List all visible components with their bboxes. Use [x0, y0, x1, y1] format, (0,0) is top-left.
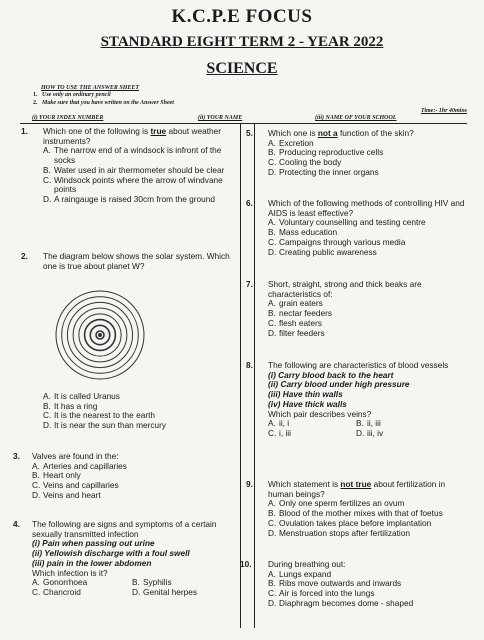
- option-letter: A.: [32, 460, 40, 471]
- statement-numeral: (i): [268, 369, 276, 380]
- option-text: Creating public awareness: [279, 246, 377, 257]
- statement-numeral: (iii): [32, 557, 45, 568]
- question-number: 9.: [246, 479, 253, 489]
- option-text: Excretion: [279, 137, 314, 148]
- option-text: Air is forced into the lungs: [279, 588, 375, 599]
- exam-title: K.C.P.E FOCUS: [171, 6, 313, 27]
- option-letter: B.: [43, 400, 51, 411]
- instruction-number: 2.: [33, 99, 38, 106]
- option-letter: B.: [268, 578, 276, 589]
- option-text: Water used in air thermometer should be clear: [54, 164, 225, 175]
- option-text: Mass education: [279, 227, 338, 238]
- statement-text: pain in the lower abdomen: [46, 557, 152, 568]
- instruction-text: Use only an ordinary pencil: [42, 92, 111, 99]
- option-text: Protecting the inner organs: [279, 166, 379, 177]
- stem-text: Which statement is: [268, 479, 341, 489]
- option-letter: D.: [43, 420, 52, 431]
- question-prompt: Which pair describes veins?: [268, 408, 372, 419]
- option-letter: D.: [32, 489, 41, 500]
- option-letter: A.: [268, 217, 276, 228]
- question-stem: [43, 127, 238, 146]
- option-letter: C.: [32, 586, 41, 597]
- question-7: [246, 279, 466, 338]
- option-letter: B.: [43, 164, 51, 175]
- question-stem: The following are signs and symptoms of a certain sexually transmitted infection: [32, 519, 217, 539]
- option-letter: C.: [268, 157, 277, 168]
- instruction-item: [33, 100, 233, 107]
- question-stem: [268, 480, 466, 499]
- question-number: 10.: [240, 559, 252, 569]
- option-letter: A.: [268, 568, 276, 579]
- question-stem: Short, straight, strong and thick beaks are characteristics of:: [268, 279, 422, 299]
- solar-system-diagram: [52, 285, 232, 391]
- question-6: [246, 198, 466, 257]
- option-letter: A.: [43, 145, 51, 156]
- option-a: [43, 146, 238, 165]
- option-text: Arteries and capillaries: [43, 460, 127, 471]
- statement-numeral: (ii): [32, 548, 43, 559]
- question-number: 5.: [246, 128, 253, 138]
- option-letter: A.: [268, 137, 276, 148]
- option-letter: D.: [132, 586, 141, 597]
- option-c: [43, 176, 238, 195]
- option-text: Ovulation takes place before implantation: [279, 517, 432, 528]
- option-text: Ribs move outwards and inwards: [279, 578, 402, 589]
- question-stem: Which of the following methods of controlling HIV and AIDS is least effective?: [268, 198, 465, 218]
- option-letter: B.: [268, 227, 276, 238]
- option-text: It is the nearest to the earth: [54, 410, 156, 421]
- option-text: It is near the sun than mercury: [54, 420, 167, 431]
- option-letter: C.: [268, 427, 277, 438]
- option-text: Genital herpes: [143, 586, 197, 597]
- option-text: Chancroid: [43, 586, 81, 597]
- index-number-label: (i) YOUR INDEX NUMBER: [32, 115, 104, 121]
- option-letter: C.: [268, 588, 277, 599]
- option-text: Veins and heart: [43, 489, 101, 500]
- option-letter: C.: [268, 317, 277, 328]
- option-letter: C.: [268, 236, 277, 247]
- time-limit: Time:- 1hr 40mins: [420, 108, 467, 114]
- stem-text: about weather instruments?: [43, 126, 222, 146]
- question-2-options: [43, 392, 238, 431]
- question-number: 3.: [13, 451, 20, 461]
- question-number: 7.: [246, 279, 253, 289]
- column-divider-right: [254, 124, 255, 628]
- option-text: grain eaters: [279, 298, 323, 309]
- option-text: Producing reproductive cells: [279, 147, 384, 158]
- option-letter: D.: [268, 597, 277, 608]
- option-text: A raingauge is raised 30cm from the ground: [54, 193, 215, 204]
- question-8: [246, 360, 466, 439]
- option-letter: D.: [268, 527, 277, 538]
- option-text: Diaphragm becomes dome - shaped: [279, 597, 414, 608]
- school-name-label: (iii) NAME OF YOUR SCHOOL: [315, 115, 397, 121]
- stem-text: Which one of the following is: [43, 126, 151, 136]
- question-3: [13, 451, 237, 501]
- option-letter: B.: [268, 508, 276, 519]
- option-row: [32, 588, 237, 598]
- instruction-number: 1.: [33, 92, 38, 99]
- option-c: [32, 588, 132, 598]
- option-letter: B.: [356, 418, 364, 429]
- option-letter: C.: [32, 480, 41, 491]
- option-text: It is called Uranus: [54, 391, 120, 401]
- question-number: 1.: [21, 126, 28, 136]
- question-number: 6.: [246, 198, 253, 208]
- question-5: [246, 128, 466, 178]
- statement-numeral: (iv): [268, 398, 281, 409]
- option-letter: B.: [268, 308, 276, 319]
- option-text: Windsock points where the arrow of windvane points: [54, 174, 223, 195]
- instruction-text: Make sure that you have written on the Answer Sheet: [42, 99, 174, 106]
- question-2: [21, 251, 238, 271]
- option-text: It has a ring: [54, 400, 98, 411]
- header-divider: [20, 123, 467, 124]
- question-number: 8.: [246, 360, 253, 370]
- option-text: The narrow end of a windsock is infront of the socks: [54, 145, 222, 166]
- instructions-heading: HOW TO USE THE ANSWER SHEET: [41, 85, 140, 91]
- option-letter: D.: [356, 427, 365, 438]
- question-9: [246, 479, 466, 538]
- option-text: Campaigns through various media: [279, 236, 406, 247]
- option-letter: D.: [268, 246, 277, 257]
- option-letter: C.: [43, 174, 52, 185]
- option-d: [32, 491, 237, 501]
- option-letter: D.: [268, 166, 277, 177]
- option-text: ii, iii: [367, 418, 381, 429]
- stem-keyword: not a: [317, 128, 338, 138]
- subject-title: SCIENCE: [206, 60, 278, 77]
- option-d: [132, 588, 197, 598]
- statement-numeral: (i): [32, 538, 40, 549]
- option-letter: B.: [32, 470, 40, 481]
- statement-text: Yellowish discharge with a foul swell: [44, 548, 190, 559]
- option-text: Heart only: [43, 470, 81, 481]
- stem-keyword: not true: [340, 479, 372, 489]
- exam-subtitle: STANDARD EIGHT TERM 2 - YEAR 2022: [100, 34, 384, 50]
- column-divider-left: [240, 124, 241, 628]
- option-d: [268, 248, 466, 258]
- option-text: Voluntary counselling and testing centre: [279, 217, 426, 228]
- option-letter: D.: [268, 327, 277, 338]
- option-letter: A.: [268, 418, 276, 429]
- option-letter: D.: [43, 193, 52, 204]
- option-letter: B.: [268, 147, 276, 158]
- option-c: [268, 429, 356, 439]
- option-text: Lungs expand: [279, 568, 332, 579]
- question-prompt: Which infection is it?: [32, 567, 108, 578]
- option-text: Syphilis: [143, 577, 172, 588]
- option-text: Gonorrhoea: [43, 577, 88, 588]
- statement-text: Carry blood back to the heart: [278, 369, 394, 380]
- option-text: nectar feeders: [279, 308, 333, 319]
- stem-text: function of the skin?: [337, 128, 414, 138]
- option-d: [43, 195, 238, 205]
- statement-text: Pain when passing out urine: [42, 538, 155, 549]
- option-letter: A.: [268, 298, 276, 309]
- question-1: [21, 126, 238, 205]
- option-letter: B.: [132, 577, 140, 588]
- question-stem: During breathing out:: [268, 559, 346, 569]
- option-text: Cooling the body: [279, 157, 342, 168]
- option-text: filter feeders: [279, 327, 325, 338]
- instruction-item: [33, 92, 233, 99]
- question-number: 4.: [13, 519, 20, 529]
- statement-numeral: (ii): [268, 379, 279, 390]
- question-4: [13, 519, 237, 598]
- option-d: [356, 429, 383, 439]
- question-stem: The diagram below shows the solar system. Which one is true about planet W?: [43, 251, 230, 271]
- option-d: [43, 421, 238, 431]
- option-letter: A.: [32, 577, 40, 588]
- option-text: flesh eaters: [279, 317, 322, 328]
- stem-text: Which one is: [268, 128, 318, 138]
- statement-text: Have thin walls: [282, 389, 343, 400]
- option-text: ii, i: [279, 418, 290, 429]
- statement-text: Carry blood under high pressure: [280, 379, 410, 390]
- option-d: [268, 168, 466, 178]
- option-letter: A.: [43, 391, 51, 401]
- question-stem: Valves are found in the:: [32, 451, 119, 461]
- option-letter: C.: [43, 410, 52, 421]
- option-d: [268, 599, 466, 609]
- your-name-label: (ii) YOUR NAME: [198, 115, 243, 121]
- option-letter: C.: [268, 517, 277, 528]
- option-text: Veins and capillaries: [43, 480, 119, 491]
- stem-text: about fertilization in human beings?: [268, 479, 446, 499]
- option-text: i, iii: [279, 427, 291, 438]
- option-row: [268, 429, 466, 439]
- question-10: [240, 559, 466, 609]
- option-text: Menstruation stops after fertilization: [279, 527, 410, 538]
- question-number: 2.: [21, 251, 28, 261]
- option-d: [268, 329, 466, 339]
- question-stem: The following are characteristics of blood vessels: [268, 360, 449, 370]
- stem-keyword: true: [150, 126, 167, 136]
- option-text: iii, iv: [367, 427, 384, 438]
- option-text: Blood of the mother mixes with that of foetus: [279, 508, 443, 519]
- sun-dot: [98, 333, 102, 337]
- statement-text: Have thick walls: [282, 398, 347, 409]
- statement-numeral: (iii): [268, 389, 281, 400]
- option-text: Only one sperm fertilizes an ovum: [279, 498, 405, 509]
- answer-sheet-instructions: [33, 85, 233, 107]
- option-d: [268, 529, 466, 539]
- option-letter: A.: [268, 498, 276, 509]
